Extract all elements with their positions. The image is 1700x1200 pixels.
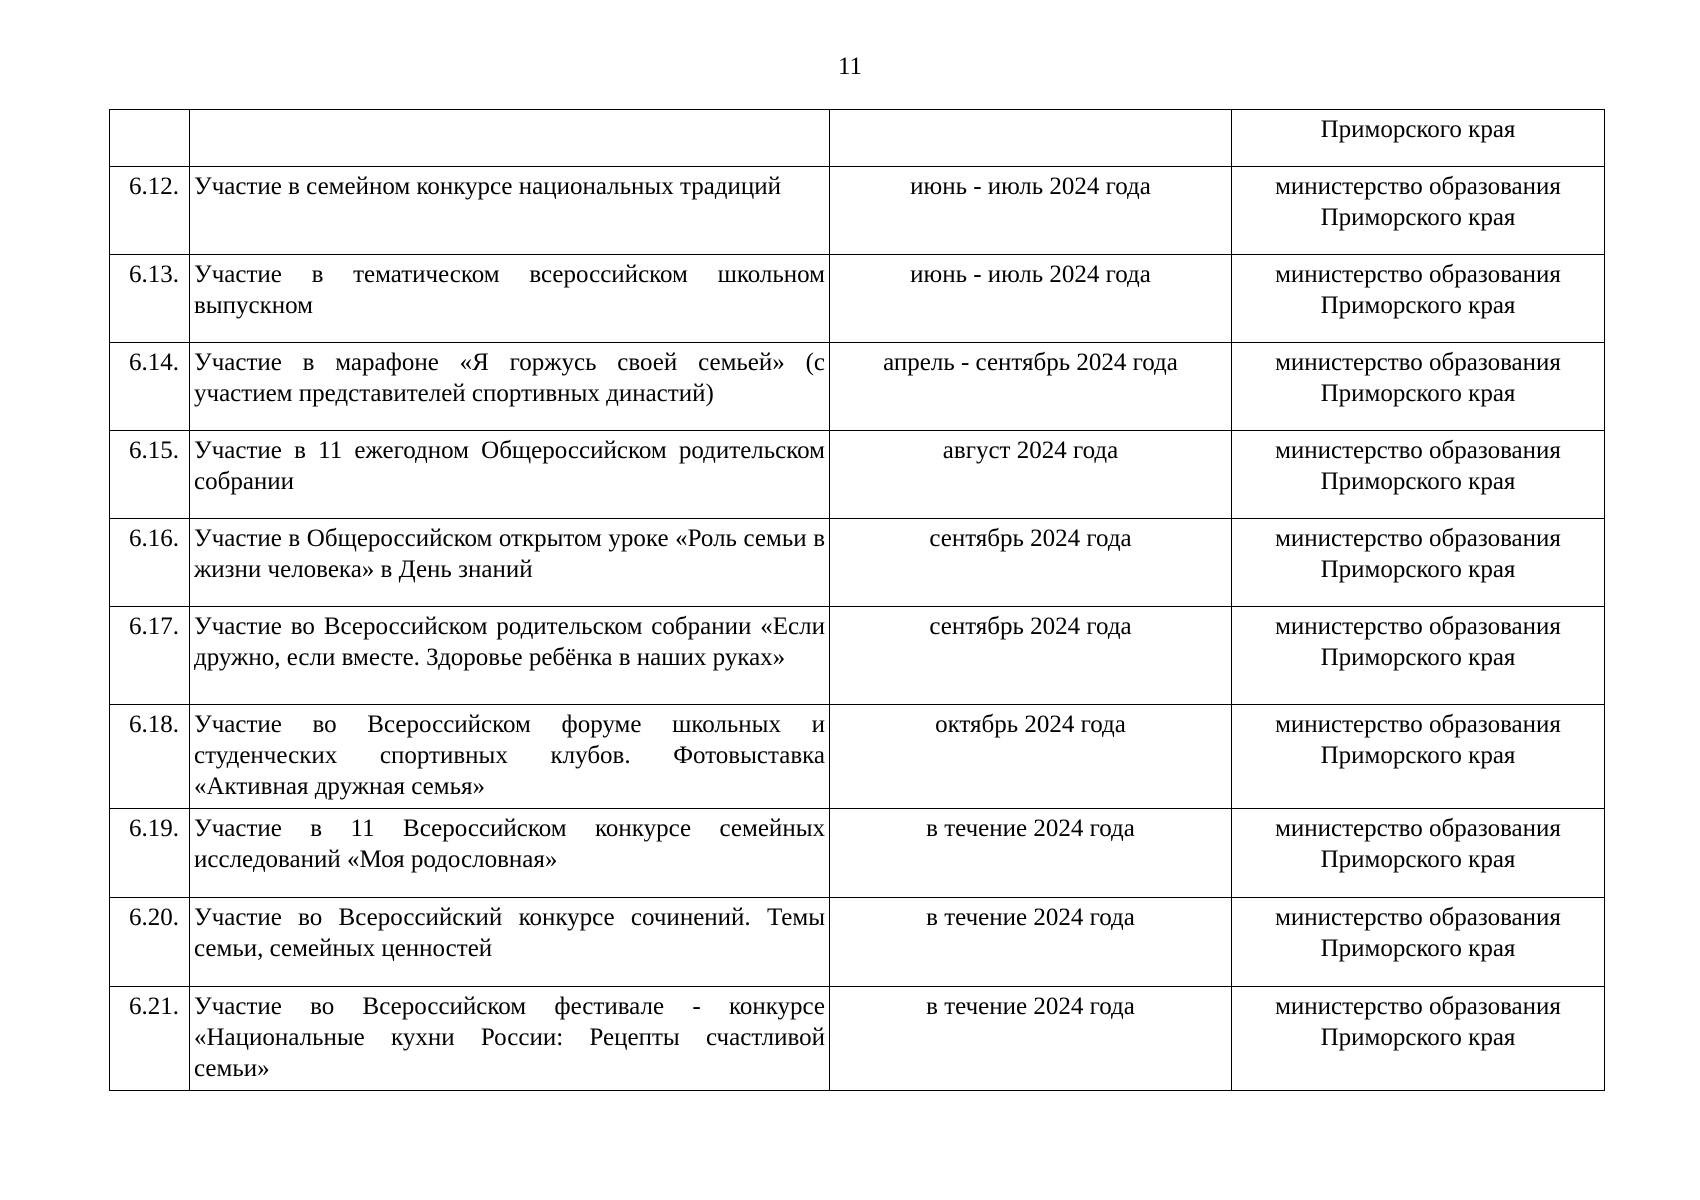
table-row	[110, 255, 1605, 343]
responsible-line: Приморского края	[1320, 644, 1516, 671]
cell-responsible	[1232, 607, 1605, 705]
cell-responsible	[1232, 987, 1605, 1091]
cell-number: 6.18.	[110, 705, 190, 809]
cell-number: 6.14.	[110, 343, 190, 431]
responsible-line: Приморского края	[1320, 1024, 1516, 1051]
responsible-line: министерство образования	[1275, 437, 1561, 464]
responsible-line: министерство образования	[1275, 993, 1561, 1020]
responsible-line: Приморского края	[1320, 292, 1516, 319]
cell-event-name: Участие в семейном конкурсе национальных традиций	[190, 167, 830, 255]
cell-number: 6.12.	[110, 167, 190, 255]
events-table	[109, 109, 1605, 1091]
table-row	[110, 607, 1605, 705]
responsible-line: министерство образования	[1275, 349, 1561, 376]
responsible-line: Приморского края	[1320, 556, 1516, 583]
cell-number	[110, 110, 190, 167]
responsible-line: Приморского края	[1320, 742, 1516, 769]
cell-term: в течение 2024 года	[830, 987, 1232, 1091]
table-row-continuation	[110, 110, 1605, 167]
cell-responsible	[1232, 255, 1605, 343]
cell-term: апрель - сентябрь 2024 года	[830, 343, 1232, 431]
cell-term: сентябрь 2024 года	[830, 519, 1232, 607]
cell-responsible	[1232, 343, 1605, 431]
cell-term: в течение 2024 года	[830, 898, 1232, 987]
cell-responsible	[1232, 519, 1605, 607]
cell-number: 6.16.	[110, 519, 190, 607]
cell-term: в течение 2024 года	[830, 809, 1232, 898]
cell-event-name: Участие в Общероссийском открытом уроке «Роль семьи в жизни человека» в День знаний	[190, 519, 830, 607]
responsible-line: министерство образования	[1275, 173, 1561, 200]
table-row	[110, 519, 1605, 607]
responsible-line: Приморского края	[1320, 468, 1516, 495]
responsible-line: министерство образования	[1275, 904, 1561, 931]
cell-number: 6.15.	[110, 431, 190, 519]
cell-responsible	[1232, 705, 1605, 809]
cell-event-name: Участие в марафоне «Я горжусь своей семьей» (с участием представителей спортивных династий)	[190, 343, 830, 431]
cell-event-name: Участие во Всероссийском родительском собрании «Если дружно, если вместе. Здоровье ребёнка в наших руках»	[190, 607, 830, 705]
cell-responsible	[1232, 167, 1605, 255]
cell-event-name: Участие во Всероссийском фестивале - конкурсе «Национальные кухни России: Рецепты счастливой семьи»	[190, 987, 830, 1091]
responsible-line: Приморского края	[1320, 380, 1516, 407]
cell-responsible	[1232, 898, 1605, 987]
cell-term	[830, 110, 1232, 167]
cell-number: 6.17.	[110, 607, 190, 705]
responsible-line: Приморского края	[1320, 935, 1516, 962]
cell-number: 6.21.	[110, 987, 190, 1091]
cell-term: октябрь 2024 года	[830, 705, 1232, 809]
table-row	[110, 898, 1605, 987]
cell-event-name: Участие во Всероссийском форуме школьных и студенческих спортивных клубов. Фотовыставка «Активная дружная семья»	[190, 705, 830, 809]
cell-event-name: Участие в тематическом всероссийском школьном выпускном	[190, 255, 830, 343]
responsible-line: министерство образования	[1275, 613, 1561, 640]
responsible-line: Приморского края	[1320, 846, 1516, 873]
responsible-line: министерство образования	[1275, 261, 1561, 288]
cell-term: август 2024 года	[830, 431, 1232, 519]
table-row	[110, 431, 1605, 519]
cell-event-name: Участие в 11 ежегодном Общероссийском родительском собрании	[190, 431, 830, 519]
cell-event-name: Участие во Всероссийский конкурсе сочинений. Темы семьи, семейных ценностей	[190, 898, 830, 987]
cell-term: сентябрь 2024 года	[830, 607, 1232, 705]
responsible-line: министерство образования	[1275, 525, 1561, 552]
cell-number: 6.13.	[110, 255, 190, 343]
table-row	[110, 809, 1605, 898]
responsible-line: Приморского края	[1320, 204, 1516, 231]
table-row	[110, 705, 1605, 809]
cell-term: июнь - июль 2024 года	[830, 255, 1232, 343]
cell-responsible	[1232, 431, 1605, 519]
cell-number: 6.20.	[110, 898, 190, 987]
cell-event-name: Участие в 11 Всероссийском конкурсе семейных исследований «Моя родословная»	[190, 809, 830, 898]
table-row	[110, 987, 1605, 1091]
cell-event-name	[190, 110, 830, 167]
page-number: 11	[837, 53, 863, 80]
table-row	[110, 167, 1605, 255]
cell-term: июнь - июль 2024 года	[830, 167, 1232, 255]
cell-number: 6.19.	[110, 809, 190, 898]
cell-responsible: Приморского края	[1232, 110, 1605, 167]
table-row	[110, 343, 1605, 431]
responsible-line: министерство образования	[1275, 815, 1561, 842]
cell-responsible	[1232, 809, 1605, 898]
responsible-line: министерство образования	[1275, 711, 1561, 738]
